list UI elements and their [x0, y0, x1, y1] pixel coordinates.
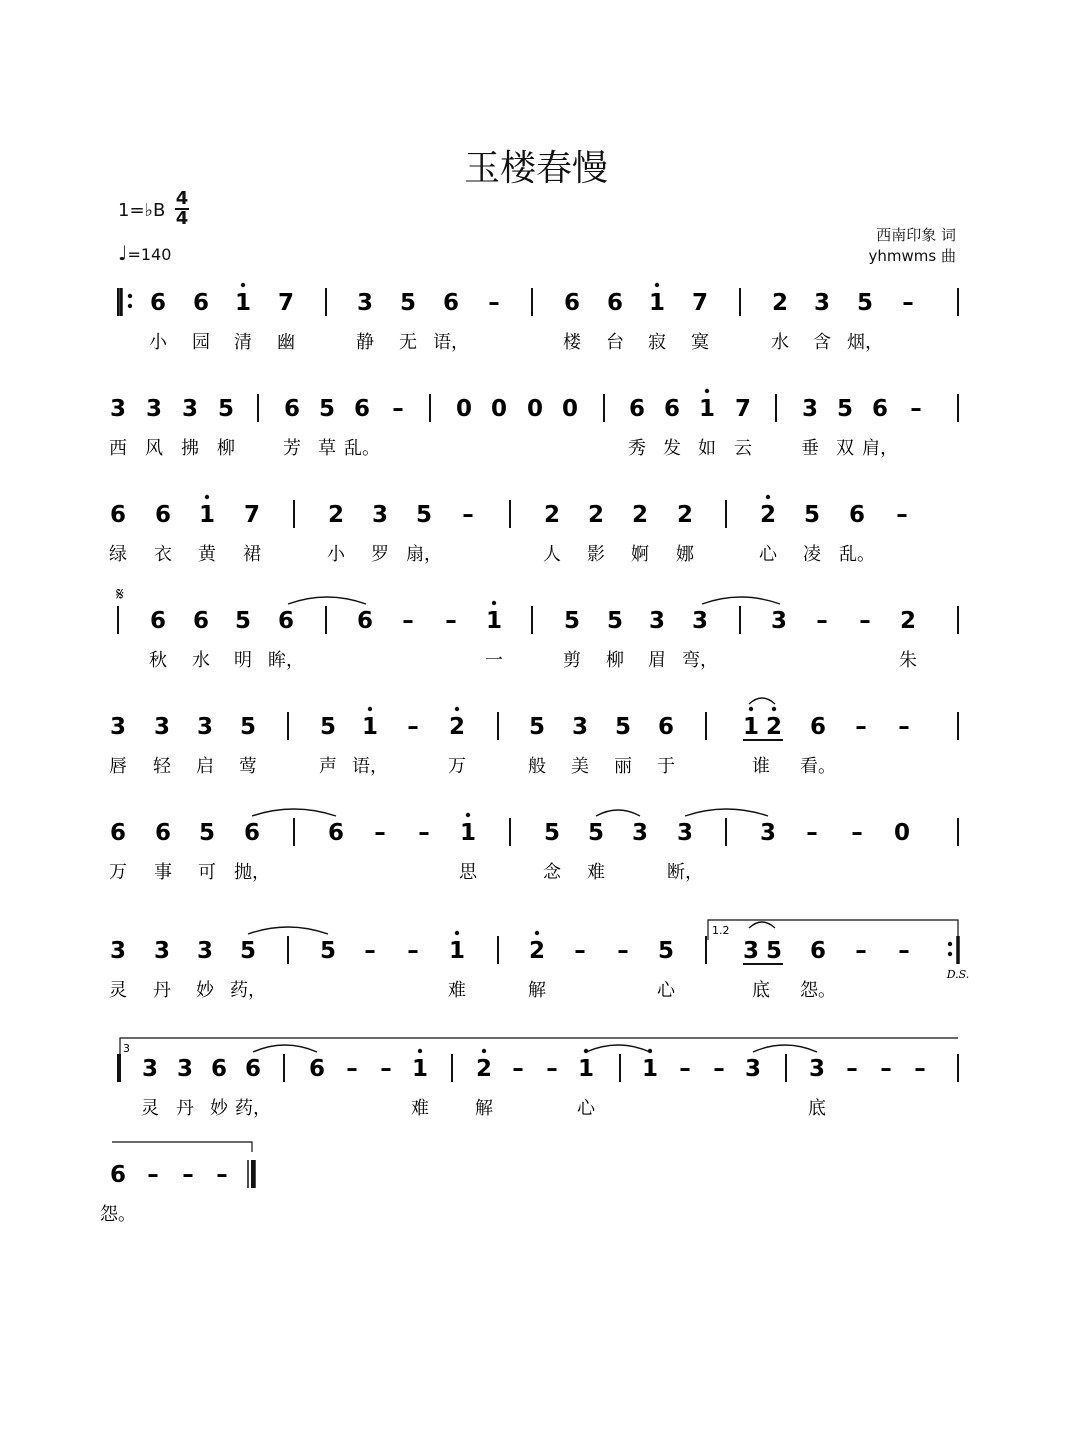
octave-dot — [482, 1049, 486, 1053]
lyric-char: 底 — [808, 1098, 826, 1119]
note-digit: 5 — [239, 938, 257, 964]
lyric-char: 莺 — [239, 756, 257, 777]
dash-extension: – — [380, 1056, 392, 1082]
lyric-char: 万 — [109, 862, 127, 883]
repeat-dot — [948, 952, 952, 956]
note-digit: 5 — [399, 290, 417, 316]
note-digit: 7 — [277, 290, 295, 316]
note-digit: 5 — [836, 396, 854, 422]
lyric-char: 妙 — [210, 1098, 228, 1119]
note-digit: 2 — [543, 502, 561, 528]
note-digit: 6 — [244, 1056, 262, 1082]
dash-extension: – — [855, 938, 867, 964]
note-digit: 3 — [744, 1056, 762, 1082]
note-digit: 5 — [543, 820, 561, 846]
lyric-char: 草 — [318, 438, 336, 459]
note-digit: 3 — [571, 714, 589, 740]
note-digit: 2 — [528, 938, 546, 964]
note-digit: 6 — [809, 938, 827, 964]
lyric-char: 柳 — [217, 438, 235, 459]
lyric-char: 灵 — [141, 1098, 159, 1119]
lyric-char: 一 — [485, 650, 503, 671]
lyric-char: 万 — [448, 756, 466, 777]
dash-extension: – — [806, 820, 818, 846]
note-digit: 3 — [759, 820, 777, 846]
note-digit: 5 — [217, 396, 235, 422]
note-digit: 3 — [141, 1056, 159, 1082]
dash-extension: – — [407, 938, 419, 964]
lyric-char: 幽 — [277, 332, 295, 353]
dash-extension: – — [402, 608, 414, 634]
lyric-char: 剪 — [563, 650, 581, 671]
octave-dot — [205, 495, 209, 499]
lyric-char: 可 — [198, 862, 216, 883]
lyric-char: 轻 — [153, 756, 171, 777]
dash-extension: – — [617, 938, 629, 964]
note-digit: 2 — [765, 714, 783, 740]
lyric-char: 念 — [543, 862, 561, 883]
note-digit: 7 — [243, 502, 261, 528]
lyric-char: 发 — [663, 438, 681, 459]
dash-extension: – — [880, 1056, 892, 1082]
note-digit: 5 — [563, 608, 581, 634]
dash-extension: – — [374, 820, 386, 846]
note-digit: 6 — [109, 1162, 127, 1188]
lyric-char: 秋 — [149, 650, 167, 671]
repeat-dot — [128, 304, 132, 308]
note-digit: 6 — [353, 396, 371, 422]
note-digit: 3 — [153, 938, 171, 964]
lyric-char: 般 — [528, 756, 546, 777]
note-digit: 5 — [614, 714, 632, 740]
note-digit: 5 — [803, 502, 821, 528]
lyric-char: 心 — [577, 1098, 595, 1119]
note-digit: 0 — [561, 396, 579, 422]
lyric-char: 寂 — [648, 332, 666, 353]
lyric-char: 语， — [433, 332, 469, 353]
note-digit: 0 — [893, 820, 911, 846]
dash-extension: – — [898, 714, 910, 740]
note-digit: 6 — [192, 290, 210, 316]
octave-dot — [655, 283, 659, 287]
note-digit: 6 — [809, 714, 827, 740]
dash-extension: – — [392, 396, 404, 422]
quarter-note-icon: ♩ — [118, 241, 128, 265]
lyric-char: 心 — [759, 544, 777, 565]
lyric-char: 看。 — [800, 756, 836, 777]
lyric-char: 朱 — [899, 650, 917, 671]
note-digit: 6 — [657, 714, 675, 740]
octave-dot — [492, 601, 496, 605]
lyric-char: 水 — [192, 650, 210, 671]
note-digit: 6 — [283, 396, 301, 422]
note-digit: 7 — [734, 396, 752, 422]
lyric-char: 丽 — [614, 756, 632, 777]
note-digit: 6 — [149, 290, 167, 316]
note-digit: 6 — [149, 608, 167, 634]
slur — [749, 698, 775, 704]
note-digit: 5 — [856, 290, 874, 316]
note-digit: 6 — [109, 820, 127, 846]
lyric-char: 如 — [698, 438, 716, 459]
note-digit: 1 — [641, 1056, 659, 1082]
note-digit: 5 — [234, 608, 252, 634]
dash-extension: – — [846, 1056, 858, 1082]
note-digit: 0 — [455, 396, 473, 422]
octave-dot — [772, 707, 776, 711]
octave-dot — [766, 495, 770, 499]
dash-extension: – — [546, 1056, 558, 1082]
dash-extension: – — [407, 714, 419, 740]
lyric-char: 柳 — [606, 650, 624, 671]
tie — [685, 809, 768, 816]
note-digit: 0 — [526, 396, 544, 422]
lyric-char: 裙 — [243, 544, 261, 565]
note-digit: 6 — [563, 290, 581, 316]
lyric-char: 解 — [528, 980, 546, 1001]
note-digit: 5 — [198, 820, 216, 846]
note-digit: 5 — [239, 714, 257, 740]
note-digit: 1 — [742, 714, 760, 740]
note-digit: 3 — [813, 290, 831, 316]
dash-extension: – — [574, 938, 586, 964]
octave-dot — [455, 931, 459, 935]
lyric-char: 台 — [606, 332, 624, 353]
lyric-char: 黄 — [198, 544, 216, 565]
dash-extension: – — [679, 1056, 691, 1082]
lyric-char: 美 — [571, 756, 589, 777]
note-digit: 6 — [109, 502, 127, 528]
lyric-char: 西 — [109, 438, 127, 459]
tie — [702, 597, 780, 604]
octave-dot — [705, 389, 709, 393]
note-digit: 3 — [109, 714, 127, 740]
note-digit: 6 — [356, 608, 374, 634]
dash-extension: – — [859, 608, 871, 634]
volta-bracket — [112, 1142, 252, 1152]
note-digit: 6 — [606, 290, 624, 316]
lyric-char: 无 — [399, 332, 417, 353]
note-digit: 6 — [277, 608, 295, 634]
note-digit: 3 — [676, 820, 694, 846]
tie — [586, 1045, 650, 1052]
lyric-char: 含 — [813, 332, 831, 353]
lyric-char: 药， — [230, 980, 266, 1001]
lyric-char: 静 — [356, 332, 374, 353]
note-digit: 1 — [234, 290, 252, 316]
lyric-char: 眸， — [268, 650, 304, 671]
lyric-char: 清 — [234, 332, 252, 353]
dash-extension: – — [512, 1056, 524, 1082]
note-digit: 5 — [319, 938, 337, 964]
volta-bracket — [120, 1038, 958, 1058]
dash-extension: – — [896, 502, 908, 528]
note-digit: 6 — [628, 396, 646, 422]
lyric-char: 声 — [319, 756, 337, 777]
note-digit: 6 — [442, 290, 460, 316]
lyric-char: 拂 — [181, 438, 199, 459]
lyric-char: 云 — [734, 438, 752, 459]
note-digit: 6 — [848, 502, 866, 528]
note-digit: 2 — [475, 1056, 493, 1082]
note-digit: 1 — [648, 290, 666, 316]
note-digit: 1 — [698, 396, 716, 422]
lyric-char: 人 — [543, 544, 561, 565]
note-digit: 5 — [606, 608, 624, 634]
lyric-char: 思 — [459, 862, 477, 883]
lyric-char: 心 — [657, 980, 675, 1001]
volta-label: 3 — [123, 1042, 130, 1055]
note-digit: 3 — [153, 714, 171, 740]
dash-extension: – — [914, 1056, 926, 1082]
lyric-char: 衣 — [154, 544, 172, 565]
note-digit: 7 — [691, 290, 709, 316]
dash-extension: – — [851, 820, 863, 846]
note-digit: 6 — [663, 396, 681, 422]
time-top: 4 — [175, 188, 189, 209]
note-digit: 3 — [109, 396, 127, 422]
lyric-char: 怨。 — [100, 1204, 136, 1225]
lyric-char: 明 — [234, 650, 252, 671]
octave-dot — [455, 707, 459, 711]
note-digit: 2 — [327, 502, 345, 528]
note-digit: 1 — [577, 1056, 595, 1082]
note-digit: 2 — [631, 502, 649, 528]
lyric-char: 抛， — [234, 862, 270, 883]
note-digit: 3 — [181, 396, 199, 422]
dash-extension: – — [147, 1162, 159, 1188]
ds-mark: D.S. — [946, 968, 970, 981]
note-digit: 3 — [631, 820, 649, 846]
dash-extension: – — [462, 502, 474, 528]
lyric-char: 底 — [752, 980, 770, 1001]
lyric-char: 妙 — [196, 980, 214, 1001]
octave-dot — [368, 707, 372, 711]
lyric-char: 小 — [149, 332, 167, 353]
note-digit: 3 — [109, 938, 127, 964]
dash-extension: – — [488, 290, 500, 316]
lyric-char: 语， — [352, 756, 388, 777]
lyric-char: 丹 — [153, 980, 171, 1001]
lyric-char: 乱。 — [344, 438, 380, 459]
lyric-char: 双 — [836, 438, 854, 459]
lyric-char: 秀 — [628, 438, 646, 459]
lyric-char: 难 — [448, 980, 466, 1001]
lyric-char: 水 — [771, 332, 789, 353]
note-digit: 6 — [327, 820, 345, 846]
note-digit: 2 — [448, 714, 466, 740]
note-digit: 5 — [587, 820, 605, 846]
note-digit: 3 — [356, 290, 374, 316]
key-text: 1=♭B — [118, 200, 166, 221]
tempo-text: =140 — [127, 245, 172, 264]
note-digit: 3 — [742, 938, 760, 964]
note-digit: 3 — [145, 396, 163, 422]
note-digit: 6 — [210, 1056, 228, 1082]
lyric-char: 难 — [411, 1098, 429, 1119]
lyric-char: 乱。 — [839, 544, 875, 565]
note-digit: 1 — [198, 502, 216, 528]
tie — [288, 597, 366, 604]
lyric-char: 楼 — [563, 332, 581, 353]
lyric-char: 凌 — [803, 544, 821, 565]
note-digit: 3 — [648, 608, 666, 634]
dash-extension: – — [418, 820, 430, 846]
time-bottom: 4 — [175, 208, 189, 229]
lyric-char: 于 — [657, 756, 675, 777]
octave-dot — [418, 1049, 422, 1053]
tie — [753, 1045, 817, 1052]
lyric-char: 解 — [475, 1098, 493, 1119]
dash-extension: – — [855, 714, 867, 740]
note-digit: 5 — [528, 714, 546, 740]
note-digit: 6 — [154, 820, 172, 846]
note-digit: 1 — [361, 714, 379, 740]
note-digit: 2 — [676, 502, 694, 528]
repeat-dot — [948, 942, 952, 946]
lyric-char: 谁 — [752, 756, 770, 777]
lyricist-credit: 西南印象 词 — [876, 226, 956, 244]
lyric-char: 扇， — [406, 544, 442, 565]
octave-dot — [749, 707, 753, 711]
lyric-char: 难 — [587, 862, 605, 883]
lyric-char: 风 — [145, 438, 163, 459]
note-digit: 2 — [899, 608, 917, 634]
lyric-char: 事 — [154, 862, 172, 883]
dash-extension: – — [182, 1162, 194, 1188]
note-digit: 6 — [871, 396, 889, 422]
note-digit: 5 — [318, 396, 336, 422]
note-digit: 3 — [801, 396, 819, 422]
repeat-dot — [128, 294, 132, 298]
note-digit: 3 — [691, 608, 709, 634]
lyric-char: 罗 — [371, 544, 389, 565]
note-digit: 3 — [770, 608, 788, 634]
dash-extension: – — [910, 396, 922, 422]
note-digit: 5 — [657, 938, 675, 964]
tie — [252, 809, 336, 816]
note-digit: 3 — [196, 714, 214, 740]
tie — [253, 1045, 317, 1052]
lyric-char: 唇 — [109, 756, 127, 777]
lyric-char: 绿 — [109, 544, 127, 565]
slur — [749, 922, 775, 928]
note-digit: 3 — [196, 938, 214, 964]
tie — [248, 927, 328, 934]
note-digit: 3 — [808, 1056, 826, 1082]
slur — [596, 810, 640, 816]
dash-extension: – — [898, 938, 910, 964]
dash-extension: – — [445, 608, 457, 634]
lyric-char: 眉 — [648, 650, 666, 671]
lyric-char: 肩， — [862, 438, 898, 459]
lyric-char: 芳 — [283, 438, 301, 459]
lyric-char: 垂 — [801, 438, 819, 459]
lyric-char: 婀 — [631, 544, 649, 565]
note-digit: 1 — [411, 1056, 429, 1082]
note-digit: 1 — [485, 608, 503, 634]
note-digit: 0 — [490, 396, 508, 422]
lyric-char: 断， — [667, 862, 703, 883]
note-digit: 1 — [448, 938, 466, 964]
lyric-char: 怨。 — [800, 980, 836, 1001]
note-digit: 2 — [771, 290, 789, 316]
note-digit: 5 — [415, 502, 433, 528]
composer-credit: yhmwms 曲 — [868, 247, 956, 265]
octave-dot — [241, 283, 245, 287]
segno-mark: 𝄋 — [116, 584, 124, 605]
lyric-char: 小 — [327, 544, 345, 565]
dash-extension: – — [713, 1056, 725, 1082]
lyric-char: 烟， — [847, 332, 883, 353]
note-digit: 6 — [192, 608, 210, 634]
note-digit: 6 — [154, 502, 172, 528]
note-digit: 1 — [459, 820, 477, 846]
note-digit: 5 — [319, 714, 337, 740]
lyric-char: 园 — [192, 332, 210, 353]
volta-bracket — [708, 920, 958, 940]
note-digit: 6 — [243, 820, 261, 846]
octave-dot — [535, 931, 539, 935]
note-digit: 3 — [176, 1056, 194, 1082]
lyric-char: 寞 — [691, 332, 709, 353]
lyric-char: 丹 — [176, 1098, 194, 1119]
lyric-char: 启 — [196, 756, 214, 777]
song-title: 玉楼春慢 — [463, 148, 608, 189]
dash-extension: – — [816, 608, 828, 634]
dash-extension: – — [346, 1056, 358, 1082]
lyric-char: 影 — [587, 544, 605, 565]
note-digit: 3 — [371, 502, 389, 528]
note-digit: 2 — [759, 502, 777, 528]
lyric-char: 药， — [235, 1098, 271, 1119]
note-digit: 5 — [765, 938, 783, 964]
note-digit: 6 — [308, 1056, 326, 1082]
volta-label: 1.2 — [712, 924, 730, 937]
lyric-char: 弯， — [682, 650, 718, 671]
lyric-char: 娜 — [676, 544, 694, 565]
octave-dot — [466, 813, 470, 817]
dash-extension: – — [902, 290, 914, 316]
dash-extension: – — [364, 938, 376, 964]
dash-extension: – — [216, 1162, 228, 1188]
note-digit: 2 — [587, 502, 605, 528]
lyric-char: 灵 — [109, 980, 127, 1001]
